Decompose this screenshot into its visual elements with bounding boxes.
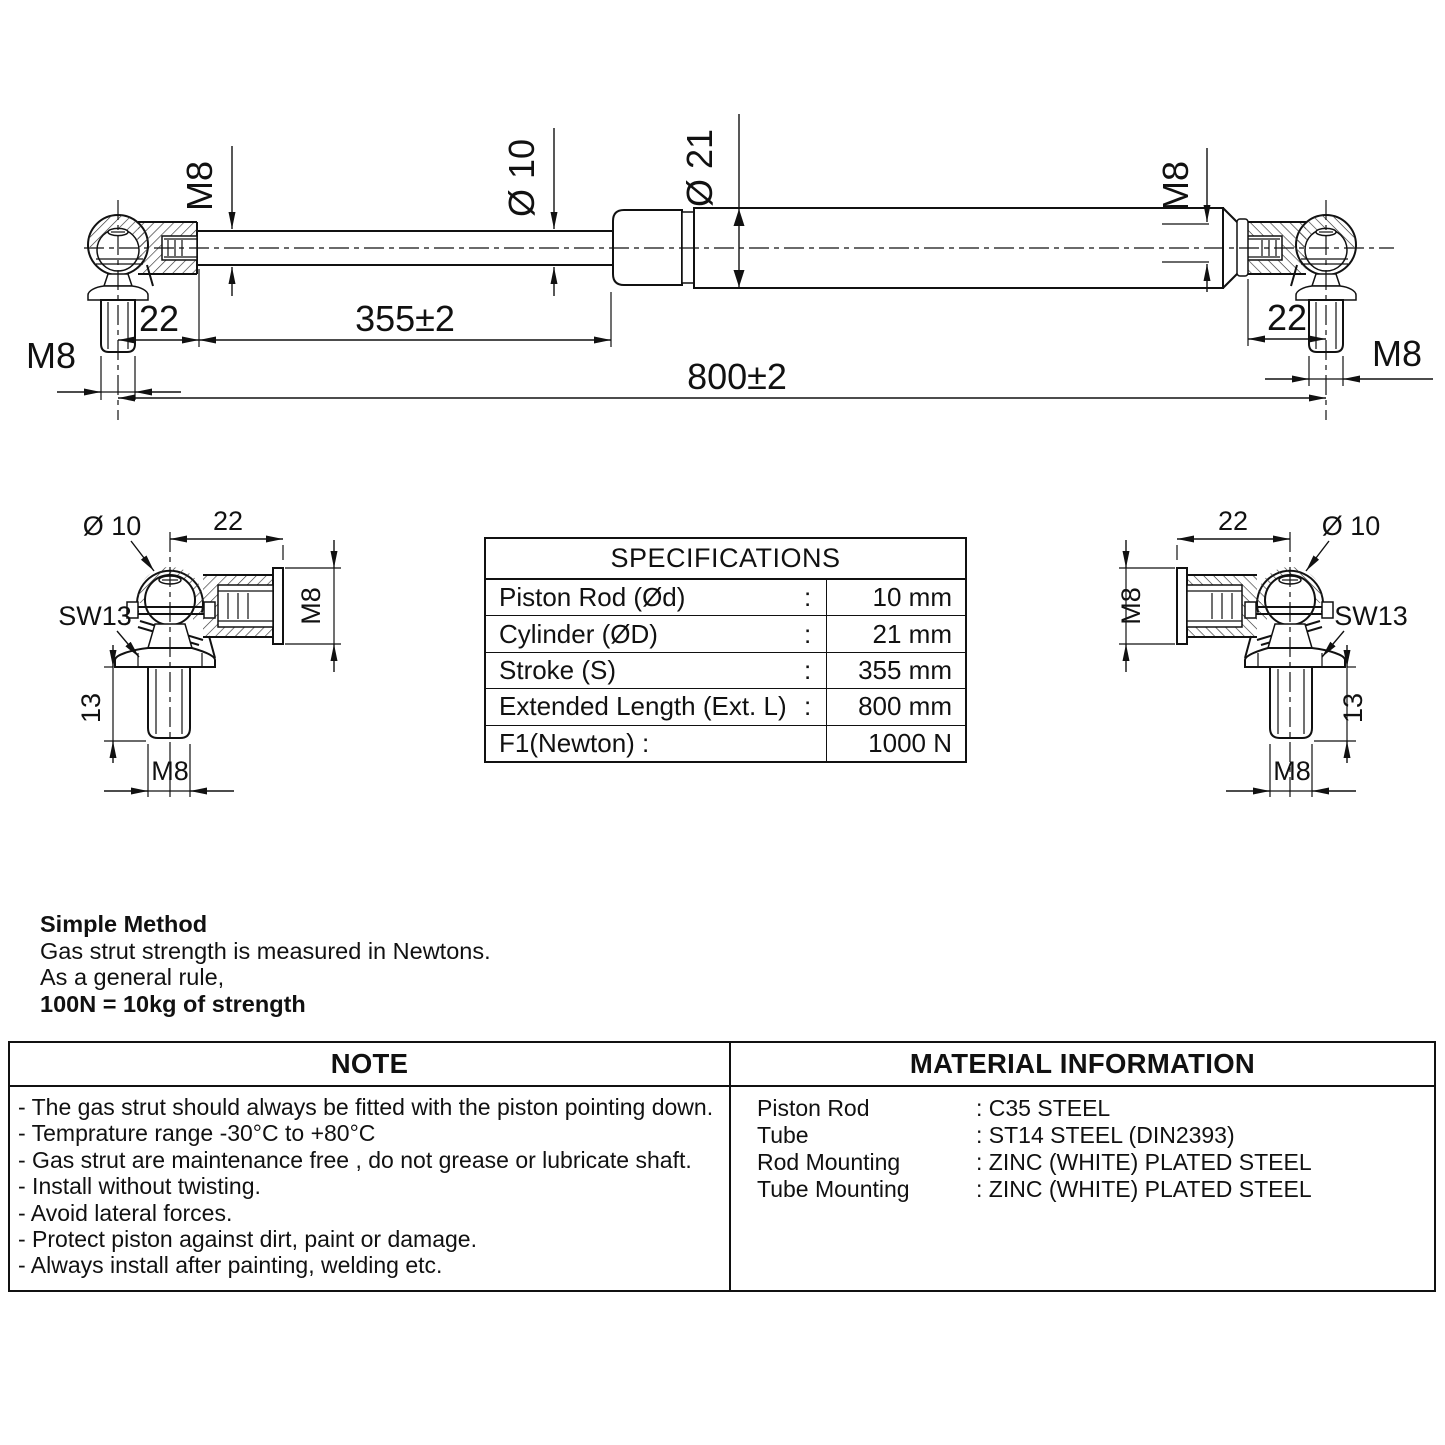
note-item: - Install without twisting. [18, 1173, 261, 1200]
detail-dim-ball-dia: Ø 10 [1321, 511, 1381, 541]
dim-stroke [199, 292, 611, 347]
spec-label: Stroke (S) [499, 655, 617, 686]
dim-extended-length [118, 356, 1326, 398]
spec-value: 21 mm [826, 616, 965, 651]
dim-label-stud-thread-left: M8 [25, 335, 77, 376]
spec-value: 10 mm [826, 580, 965, 615]
specifications-table [484, 537, 967, 763]
simple-method-line2: As a general rule, [40, 964, 225, 990]
material-row [757, 1122, 1434, 1149]
material-row [757, 1149, 1434, 1176]
detail-dim-wrench: SW13 [58, 601, 132, 631]
dim-stud-thread-right [1265, 333, 1433, 386]
dim-label-extended-length: 800±2 [687, 356, 787, 397]
spec-label: Piston Rod (Ød) [499, 582, 686, 613]
note-item: - Temprature range -30°C to +80°C [18, 1120, 376, 1147]
dim-label-22-left: 22 [138, 298, 180, 339]
detail-dim-stud-thread: M8 [1273, 756, 1311, 786]
dim-rod-diameter [501, 128, 554, 296]
spec-colon: : [804, 655, 812, 686]
spec-value: 355 mm [826, 653, 965, 688]
note-material-body [10, 1087, 1434, 1290]
note-item: - Gas strut are maintenance free , do not grease or lubricate shaft. [18, 1146, 692, 1173]
dim-label-rod-diameter: Ø 10 [501, 138, 542, 218]
material-label: Piston Rod [757, 1095, 870, 1121]
spec-row-force [486, 726, 965, 761]
main-strut-view [26, 114, 1433, 420]
detail-dim-22: 22 [212, 506, 244, 536]
note-list [10, 1087, 729, 1290]
spec-row-cylinder [486, 616, 965, 652]
material-label: Rod Mounting [757, 1149, 901, 1175]
spec-colon: : [804, 618, 812, 649]
detail-dim-13: 13 [76, 692, 106, 724]
material-row [757, 1095, 1434, 1122]
spec-label: F1(Newton) : [499, 727, 650, 758]
detail-dim-socket-thread: M8 [296, 587, 326, 625]
detail-dim-22: 22 [1217, 506, 1249, 536]
left-end-detail-view [58, 506, 341, 800]
dim-label-tube-thread: M8 [1155, 160, 1196, 212]
dim-label-22-right: 22 [1266, 297, 1308, 338]
material-label: Tube Mounting [757, 1176, 910, 1202]
note-title: NOTE [330, 1048, 409, 1079]
dim-label-stud-thread-right: M8 [1371, 333, 1423, 374]
material-value: : ZINC (WHITE) PLATED STEEL [976, 1149, 1312, 1175]
material-label: Tube [757, 1122, 809, 1148]
spec-row-extended-length [486, 689, 965, 725]
detail-dim-13: 13 [1338, 692, 1368, 724]
note-item: - Protect piston against dirt, paint or damage. [18, 1226, 477, 1253]
spec-value: 1000 N [826, 726, 965, 761]
note-item: - The gas strut should always be fitted with the piston pointing down. [18, 1094, 714, 1120]
material-value: : ZINC (WHITE) PLATED STEEL [976, 1176, 1312, 1202]
spec-colon: : [804, 582, 812, 613]
dim-label-tube-diameter: Ø 21 [679, 128, 720, 208]
spec-row-stroke [486, 653, 965, 689]
material-value: : ST14 STEEL (DIN2393) [976, 1122, 1235, 1148]
detail-dim-wrench: SW13 [1334, 601, 1408, 631]
material-value: : C35 STEEL [976, 1095, 1111, 1121]
simple-method-line1: Gas strut strength is measured in Newtons. [40, 937, 491, 964]
spec-label: Cylinder (ØD) [499, 618, 658, 649]
dim-label-stroke: 355±2 [355, 298, 455, 339]
spec-row-piston-rod [486, 580, 965, 616]
material-list [729, 1087, 1434, 1290]
specifications-title: SPECIFICATIONS [486, 539, 965, 580]
dim-label-rod-thread: M8 [179, 160, 220, 212]
right-end-detail-view [1116, 506, 1408, 800]
material-row [757, 1176, 1434, 1203]
note-material-table [8, 1041, 1436, 1292]
simple-method-block [40, 911, 491, 1017]
detail-dim-ball-dia: Ø 10 [82, 511, 142, 541]
simple-method-heading: Simple Method [40, 911, 208, 937]
note-item: - Avoid lateral forces. [18, 1199, 233, 1226]
spec-value: 800 mm [826, 689, 965, 724]
spec-colon: : [804, 691, 812, 722]
simple-method-rule: 100N = 10kg of strength [40, 990, 306, 1017]
note-material-header [10, 1043, 1434, 1087]
spec-label: Extended Length (Ext. L) [499, 691, 787, 722]
note-item: - Always install after painting, welding etc. [18, 1252, 443, 1279]
detail-dim-socket-thread: M8 [1116, 587, 1146, 625]
material-title: MATERIAL INFORMATION [729, 1043, 1434, 1085]
detail-dim-stud-thread: M8 [151, 756, 189, 786]
